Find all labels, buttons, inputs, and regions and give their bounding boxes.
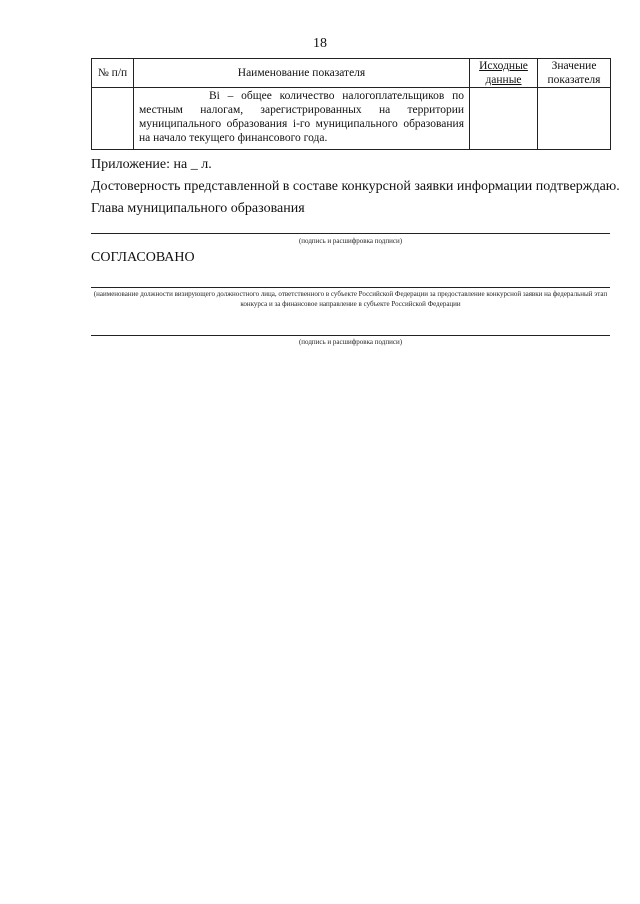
indicators-table [91,58,611,150]
row-initial-data [470,88,538,150]
page-number: 18 [313,36,327,51]
head-title: Глава муниципального образования [91,201,305,216]
header-name: Наименование показателя [134,59,470,88]
agreed-heading: СОГЛАСОВАНО [91,250,195,265]
signature-caption-2: (подпись и расшифровка подписи) [298,338,403,346]
row-description-text: Bi – общее количество налогоплательщиков по местным налогам, зарегистрированных на территории муниципального образования i-го муниципального образования на начало текущего финансового года. [139,90,464,144]
reliability-statement: Достоверность представленной в составе конкурсной заявки информации подтверждаю. [91,179,620,194]
header-initial-data [470,59,538,88]
position-caption: (наименование должности визирующего должностного лица, ответственного в субъекте Российской Федерации за предоставление конкурсной заявки на федеральный этап конкурса и за финансовое направление в субъекте Российской Федерации [93,290,608,308]
position-line [91,287,610,288]
table-header-row [92,59,611,88]
signature-line-1 [91,233,610,234]
signature-line-2 [91,335,610,336]
row-description [134,88,470,150]
table-row [92,88,611,150]
signature-caption-1: (подпись и расшифровка подписи) [298,237,403,245]
header-num: № п/п [92,59,134,88]
header-initial-text: Исходные данные [479,60,528,86]
header-value: Значение показателя [538,59,611,88]
row-value [538,88,611,150]
row-num [92,88,134,150]
appendix-text: Приложение: на _ л. [91,157,212,172]
